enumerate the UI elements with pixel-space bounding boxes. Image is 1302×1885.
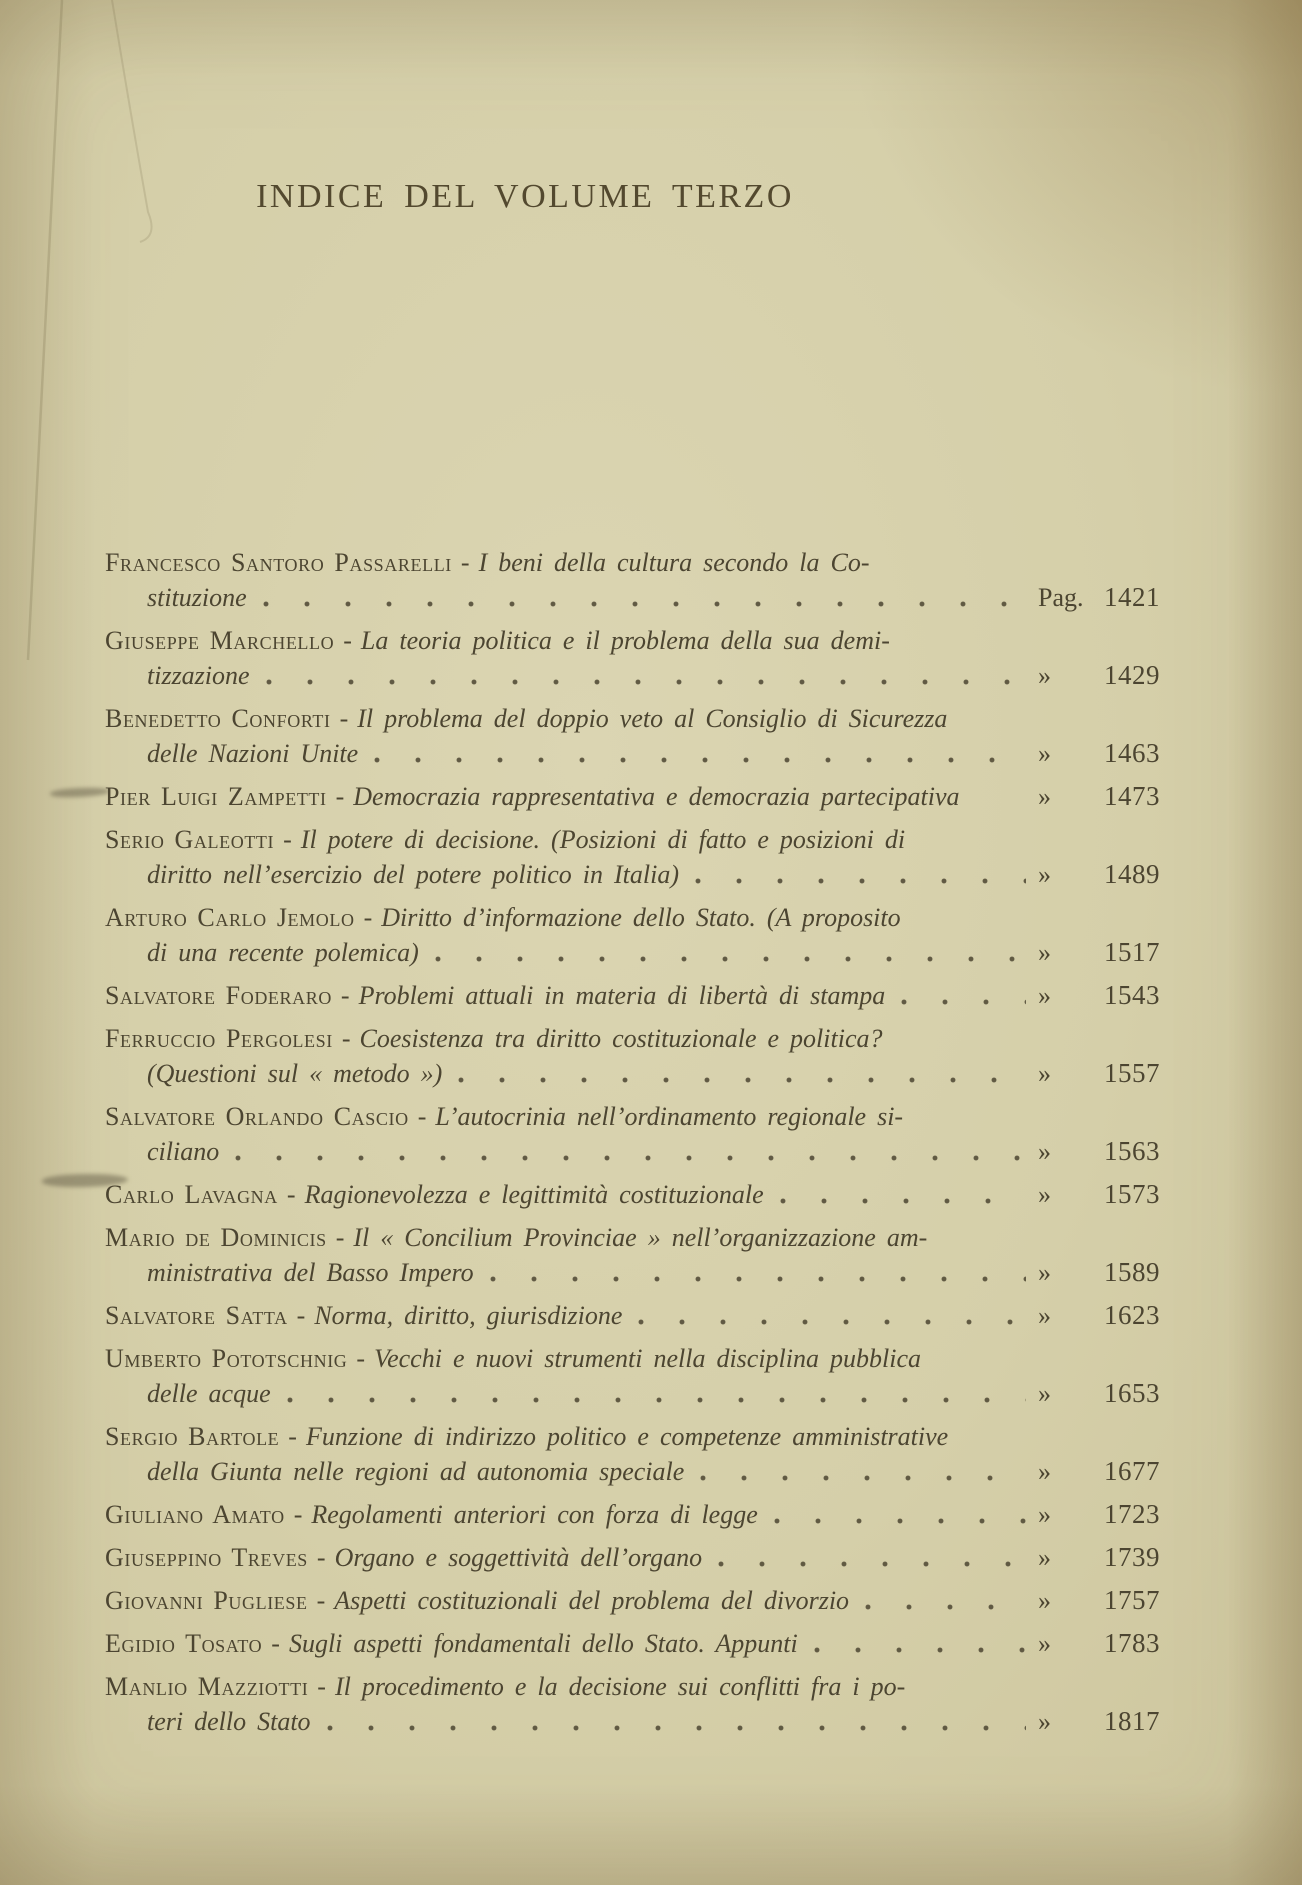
- dot-leader: [327, 1704, 1026, 1739]
- toc-entry-last-line: [105, 1704, 1160, 1739]
- dot-leader: [490, 1255, 1026, 1290]
- page-number: 1757: [1104, 1585, 1160, 1615]
- toc-entry-continuation: [105, 779, 960, 814]
- toc-entry-continuation: [105, 1626, 798, 1661]
- toc-entry-title-part: L’autocrinia nell’ordinamento regionale si-: [435, 1102, 904, 1131]
- toc-entry-continuation: [105, 1497, 758, 1532]
- toc-entry-separator: -: [339, 704, 349, 733]
- page-number: 1489: [1104, 859, 1160, 889]
- toc-entry-first-line: [105, 623, 1160, 658]
- toc-entry-first-line: [105, 701, 1160, 736]
- toc-entry-separator: -: [286, 1180, 296, 1209]
- toc-entry-last-line: [105, 978, 1160, 1013]
- toc-entry: [105, 1341, 1160, 1411]
- page-number: 1463: [1104, 738, 1160, 768]
- toc-entry: [105, 900, 1160, 970]
- toc-entry-first-line: [105, 1099, 1160, 1134]
- toc-entry-author: Giuliano Amato: [105, 1500, 285, 1529]
- page-ref-label: »: [1038, 860, 1051, 889]
- toc-entry-separator: -: [363, 903, 373, 932]
- page-number: 1589: [1104, 1257, 1160, 1287]
- toc-entry-last-line: [105, 1454, 1160, 1489]
- toc-entry-author: Giuseppino Treves: [105, 1543, 308, 1572]
- toc-entry-title-part: delle Nazioni Unite: [147, 739, 359, 768]
- toc-entry-author: Umberto Pototschnig: [105, 1344, 348, 1373]
- toc-entry-author: Mario de Dominicis: [105, 1223, 327, 1252]
- toc-entry-last-line: [105, 1298, 1160, 1333]
- page-ref-label: »: [1038, 661, 1051, 690]
- page-ref-label: »: [1038, 782, 1051, 811]
- page-ref-label: Pag.: [1038, 583, 1084, 612]
- toc-entry-title-part: Ragionevolezza e legittimità costituzionale: [304, 1180, 764, 1209]
- toc-entry-title-part: diritto nell’esercizio del potere politico in Italia): [147, 860, 679, 889]
- page-ref-label: »: [1038, 981, 1051, 1010]
- toc-entry-author: Egidio Tosato: [105, 1629, 263, 1658]
- dot-leader: [695, 857, 1026, 892]
- page-ref-label: »: [1038, 938, 1051, 967]
- toc-entry-last-line: [105, 658, 1160, 693]
- toc-entry-separator: -: [335, 1223, 345, 1252]
- page-number: 1723: [1104, 1499, 1160, 1529]
- page-number: 1677: [1104, 1456, 1160, 1486]
- toc-entry-last-line: [105, 1255, 1160, 1290]
- toc-entry-author: Salvatore Satta: [105, 1301, 288, 1330]
- page-ref-label: »: [1038, 1543, 1051, 1572]
- toc-entry-author: Sergio Bartole: [105, 1422, 280, 1451]
- toc-entry: [105, 779, 1160, 814]
- toc-entry-title-part: Funzione di indirizzo politico e competenze amministrative: [305, 1422, 949, 1451]
- page-number: 1783: [1104, 1628, 1160, 1658]
- toc-entry-separator: -: [343, 626, 352, 655]
- toc-entry-continuation: [105, 1298, 622, 1333]
- toc-entry-first-line: [105, 1021, 1160, 1056]
- toc-entry: [105, 1497, 1160, 1532]
- toc-entry-continuation: [105, 1177, 764, 1212]
- toc-entry-first-line: [105, 822, 1160, 857]
- toc-entry-title-part: Il problema del doppio veto al Consiglio di Sicurezza: [357, 704, 948, 733]
- toc-entry-continuation: [105, 1454, 684, 1489]
- dot-leader: [976, 779, 1026, 814]
- toc-entry-title-part: I beni della cultura secondo la Co-: [478, 548, 870, 577]
- toc-entry: [105, 1583, 1160, 1618]
- toc-entry-separator: -: [460, 548, 470, 577]
- toc-entry-author: Carlo Lavagna: [105, 1180, 278, 1209]
- dot-leader: [814, 1626, 1026, 1661]
- toc-entry-title-part: della Giunta nelle regioni ad autonomia speciale: [147, 1457, 685, 1486]
- toc-entry: [105, 1540, 1160, 1575]
- toc-entry-continuation: [105, 1134, 219, 1169]
- toc-entry-title-part: Vecchi e nuovi strumenti nella disciplina pubblica: [374, 1344, 921, 1373]
- page-ref-label: »: [1038, 1059, 1051, 1088]
- toc-entry-last-line: [105, 779, 1160, 814]
- dot-leader: [458, 1056, 1026, 1091]
- toc-entry-title-part: Organo e soggettività dell’organo: [334, 1543, 703, 1572]
- page-number: 1517: [1104, 937, 1160, 967]
- dot-leader: [287, 1376, 1026, 1411]
- toc-entry: [105, 1419, 1160, 1489]
- toc-entry-title-part: Coesistenza tra diritto costituzionale e politica?: [359, 1024, 883, 1053]
- toc-entry-title-part: teri dello Stato: [147, 1707, 311, 1736]
- toc-entry-separator: -: [316, 1543, 326, 1572]
- toc-entry-first-line: [105, 1220, 1160, 1255]
- toc-entry-title-part: ciliano: [147, 1137, 220, 1166]
- page-ref-label: »: [1038, 1258, 1051, 1287]
- toc-entry-title-part: Diritto d’informazione dello Stato. (A proposito: [381, 903, 901, 932]
- toc-entry-author: Salvatore Orlando Cascio: [105, 1102, 409, 1131]
- toc-entry-separator: -: [296, 1301, 306, 1330]
- toc-entry-title-part: Il procedimento e la decisione sui conflitti fra i po-: [334, 1672, 906, 1701]
- toc-entry-separator: -: [293, 1500, 303, 1529]
- dot-leader: [700, 1454, 1026, 1489]
- toc-entry-separator: -: [317, 1672, 326, 1701]
- dot-leader: [774, 1497, 1026, 1532]
- toc-entry-separator: -: [283, 825, 292, 854]
- page-number: 1573: [1104, 1179, 1160, 1209]
- page-number: 1429: [1104, 660, 1160, 690]
- toc-entry: [105, 701, 1160, 771]
- toc-entry-separator: -: [288, 1422, 297, 1451]
- page-number: 1557: [1104, 1058, 1160, 1088]
- dot-leader: [780, 1177, 1026, 1212]
- toc-entry-continuation: [105, 1704, 311, 1739]
- toc-entry-continuation: [105, 658, 250, 693]
- toc-entry: [105, 1099, 1160, 1169]
- dot-leader: [263, 580, 1026, 615]
- toc-entry-separator: -: [340, 981, 350, 1010]
- page-ref-label: »: [1038, 1500, 1051, 1529]
- toc-entry-continuation: [105, 935, 419, 970]
- toc-entry-continuation: [105, 978, 885, 1013]
- toc-entry-first-line: [105, 545, 1160, 580]
- toc-entry-separator: -: [356, 1344, 366, 1373]
- dot-leader: [865, 1583, 1026, 1618]
- toc-entry: [105, 1626, 1160, 1661]
- toc-entry-author: Pier Luigi Zampetti: [105, 782, 327, 811]
- page-title: INDICE DEL VOLUME TERZO: [256, 178, 794, 215]
- dot-leader: [718, 1540, 1026, 1575]
- page-ref-label: »: [1038, 1586, 1051, 1615]
- toc-entry-separator: -: [335, 782, 345, 811]
- dot-leader: [435, 935, 1026, 970]
- toc-entry: [105, 545, 1160, 615]
- page-number: 1563: [1104, 1136, 1160, 1166]
- page-number: 1817: [1104, 1706, 1160, 1736]
- dot-leader: [901, 978, 1026, 1013]
- toc-entry-author: Ferruccio Pergolesi: [105, 1024, 333, 1053]
- toc-entry-separator: -: [271, 1629, 280, 1658]
- page-number: 1653: [1104, 1378, 1160, 1408]
- toc-entry-title-part: Sugli aspetti fondamentali dello Stato. Appunti: [288, 1629, 798, 1658]
- toc-entry-last-line: [105, 935, 1160, 970]
- toc-entry-title-part: Norma, diritto, giurisdizione: [314, 1301, 623, 1330]
- toc-entries-list: [105, 545, 1160, 1747]
- toc-entry-title-part: Democrazia rappresentativa e democrazia partecipativa: [353, 782, 960, 811]
- toc-entry-first-line: [105, 900, 1160, 935]
- page-number: 1623: [1104, 1300, 1160, 1330]
- toc-entry-continuation: [105, 1376, 271, 1411]
- toc-entry-continuation: [105, 857, 679, 892]
- toc-entry-title-part: Regolamenti anteriori con forza di legge: [311, 1500, 758, 1529]
- toc-entry-last-line: [105, 736, 1160, 771]
- toc-entry-title-part: Il potere di decisione. (Posizioni di fatto e posizioni di: [300, 825, 906, 854]
- page-number: 1543: [1104, 980, 1160, 1010]
- toc-entry-first-line: [105, 1341, 1160, 1376]
- toc-entry-continuation: [105, 736, 358, 771]
- page-number: 1421: [1104, 582, 1160, 612]
- toc-entry-title-part: Problemi attuali in materia di libertà di stampa: [358, 981, 886, 1010]
- page-ref-label: »: [1038, 1137, 1051, 1166]
- toc-entry-title-part: (Questioni sul « metodo »): [147, 1059, 443, 1088]
- toc-entry: [105, 978, 1160, 1013]
- toc-entry-continuation: [105, 1255, 474, 1290]
- dot-leader: [235, 1134, 1026, 1169]
- page-ref-label: »: [1038, 1301, 1051, 1330]
- toc-entry-author: Giuseppe Marchello: [105, 626, 335, 655]
- toc-entry-author: Arturo Carlo Jemolo: [105, 903, 355, 932]
- page-ref-label: »: [1038, 1180, 1051, 1209]
- toc-entry-author: Francesco Santoro Passarelli: [105, 548, 452, 577]
- page-ref-label: »: [1038, 1457, 1051, 1486]
- page-number: 1739: [1104, 1542, 1160, 1572]
- page-ref-label: »: [1038, 1629, 1051, 1658]
- toc-entry-last-line: [105, 1376, 1160, 1411]
- toc-entry-author: Benedetto Conforti: [105, 704, 331, 733]
- page-ref-label: »: [1038, 1379, 1051, 1408]
- toc-entry-title-part: Il « Concilium Provinciae » nell’organizzazione am-: [353, 1223, 928, 1252]
- toc-entry-first-line: [105, 1419, 1160, 1454]
- toc-entry-last-line: [105, 857, 1160, 892]
- toc-entry-title-part: stituzione: [147, 583, 247, 612]
- toc-entry: [105, 1021, 1160, 1091]
- toc-entry-last-line: [105, 580, 1160, 615]
- toc-entry-title-part: ministrativa del Basso Impero: [147, 1258, 474, 1287]
- toc-entry-last-line: [105, 1540, 1160, 1575]
- toc-entry: [105, 1177, 1160, 1212]
- toc-entry: [105, 822, 1160, 892]
- toc-entry: [105, 623, 1160, 693]
- toc-entry-author: Giovanni Pugliese: [105, 1586, 308, 1615]
- toc-entry: [105, 1298, 1160, 1333]
- toc-entry-author: Salvatore Foderaro: [105, 981, 332, 1010]
- toc-entry-last-line: [105, 1626, 1160, 1661]
- toc-entry: [105, 1220, 1160, 1290]
- toc-entry-title-part: Aspetti costituzionali del problema del divorzio: [334, 1586, 850, 1615]
- toc-entry-last-line: [105, 1134, 1160, 1169]
- toc-entry: [105, 1669, 1160, 1739]
- page-number: 1473: [1104, 781, 1160, 811]
- toc-entry-last-line: [105, 1583, 1160, 1618]
- toc-entry-continuation: [105, 1056, 442, 1091]
- dot-leader: [266, 658, 1026, 693]
- toc-entry-title-part: La teoria politica e il problema della sua demi-: [360, 626, 890, 655]
- toc-entry-separator: -: [341, 1024, 351, 1053]
- toc-entry-last-line: [105, 1177, 1160, 1212]
- toc-entry-last-line: [105, 1497, 1160, 1532]
- toc-entry-continuation: [105, 580, 247, 615]
- dot-leader: [638, 1298, 1026, 1333]
- page-ref-label: »: [1038, 739, 1051, 768]
- toc-entry-title-part: tizzazione: [147, 661, 250, 690]
- toc-entry-separator: -: [417, 1102, 427, 1131]
- toc-entry-first-line: [105, 1669, 1160, 1704]
- toc-entry-separator: -: [316, 1586, 326, 1615]
- toc-entry-continuation: [105, 1583, 849, 1618]
- toc-entry-title-part: delle acque: [147, 1379, 271, 1408]
- dot-leader: [374, 736, 1026, 771]
- toc-entry-author: Manlio Mazziotti: [105, 1672, 309, 1701]
- toc-entry-author: Serio Galeotti: [105, 825, 275, 854]
- page-ref-label: »: [1038, 1707, 1051, 1736]
- toc-entry-continuation: [105, 1540, 702, 1575]
- toc-entry-last-line: [105, 1056, 1160, 1091]
- toc-entry-title-part: di una recente polemica): [147, 938, 419, 967]
